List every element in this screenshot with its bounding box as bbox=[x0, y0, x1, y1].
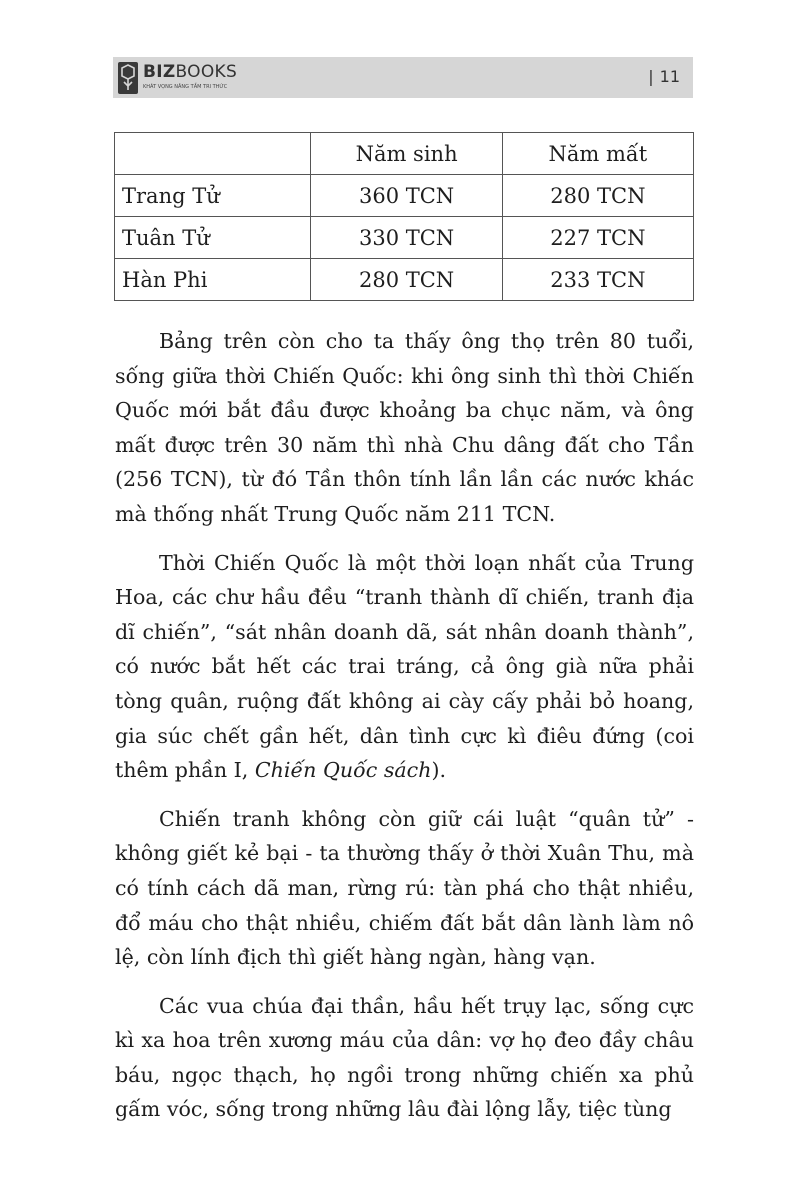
paragraph: Các vua chúa đại thần, hầu hết trụy lạc, sống cực kì xa hoa trên xương máu của dân: vợ họ đeo đầy châu báu, ngọc thạch, họ ngồi trong những chiến xa phủ gấm vóc, sống trong những lâu đài lộng lẫy, tiệc tùng bbox=[115, 993, 694, 1122]
death-year: 227 TCN bbox=[502, 217, 693, 259]
table-row bbox=[115, 175, 694, 217]
bizbooks-emblem-icon bbox=[118, 62, 138, 94]
page-number: | 11 bbox=[648, 67, 680, 86]
table-header-cell: Năm mất bbox=[502, 133, 693, 175]
paragraph: Bảng trên còn cho ta thấy ông thọ trên 80 tuổi, sống giữa thời Chiến Quốc: khi ông sinh thì thời Chiến Quốc mới bắt đầu được khoảng ba chục năm, và ông mất được trên 30 năm thì nhà Chu dâng đất cho Tần (256 TCN), từ đó Tần thôn tính lần lần các nước khác mà thống nhất Trung Quốc năm 211 TCN. bbox=[115, 329, 694, 526]
death-year: 233 TCN bbox=[502, 259, 693, 301]
table-header-cell: Năm sinh bbox=[311, 133, 502, 175]
brand-tagline: KHÁT VỌNG NÂNG TẦM TRI THỨC bbox=[143, 84, 228, 90]
running-header bbox=[113, 57, 693, 98]
paragraph: Thời Chiến Quốc là một thời loạn nhất của Trung Hoa, các chư hầu đều “tranh thành dĩ chiến, tranh địa dĩ chiến”, “sát nhân doanh dã, sát nhân doanh thành”, có nước bắt hết các trai tráng, cả ông già nữa phải tòng quân, ruộng đất không ai cày cấy phải bỏ hoang, gia súc chết gần hết, dân tình cực kì điêu đứng (coi thêm phần I, Chiến Quốc sách). bbox=[115, 550, 694, 783]
paragraph: Chiến tranh không còn giữ cái luật “quân tử” - không giết kẻ bại - ta thường thấy ở thời Xuân Thu, mà có tính cách dã man, rừng rú: tàn phá cho thật nhiều, đổ máu cho thật nhiều, chiếm đất bắt dân lành làm nô lệ, còn lính địch thì giết hàng ngàn, hàng vạn. bbox=[115, 806, 694, 970]
philosopher-name: Trang Tử bbox=[115, 175, 311, 217]
publisher-logo bbox=[118, 61, 238, 95]
table-row bbox=[115, 259, 694, 301]
philosopher-name: Hàn Phi bbox=[115, 259, 311, 301]
death-year: 280 TCN bbox=[502, 175, 693, 217]
birth-year: 330 TCN bbox=[311, 217, 502, 259]
table-header-row bbox=[115, 133, 694, 175]
body-text bbox=[115, 324, 694, 1141]
table-row bbox=[115, 217, 694, 259]
birth-year: 360 TCN bbox=[311, 175, 502, 217]
table-header-cell bbox=[115, 133, 311, 175]
lifespan-table bbox=[114, 132, 694, 301]
birth-year: 280 TCN bbox=[311, 259, 502, 301]
brand-name: BIZBOOKS bbox=[143, 62, 238, 82]
philosopher-name: Tuân Tử bbox=[115, 217, 311, 259]
book-title: Chiến Quốc sách bbox=[254, 758, 432, 783]
